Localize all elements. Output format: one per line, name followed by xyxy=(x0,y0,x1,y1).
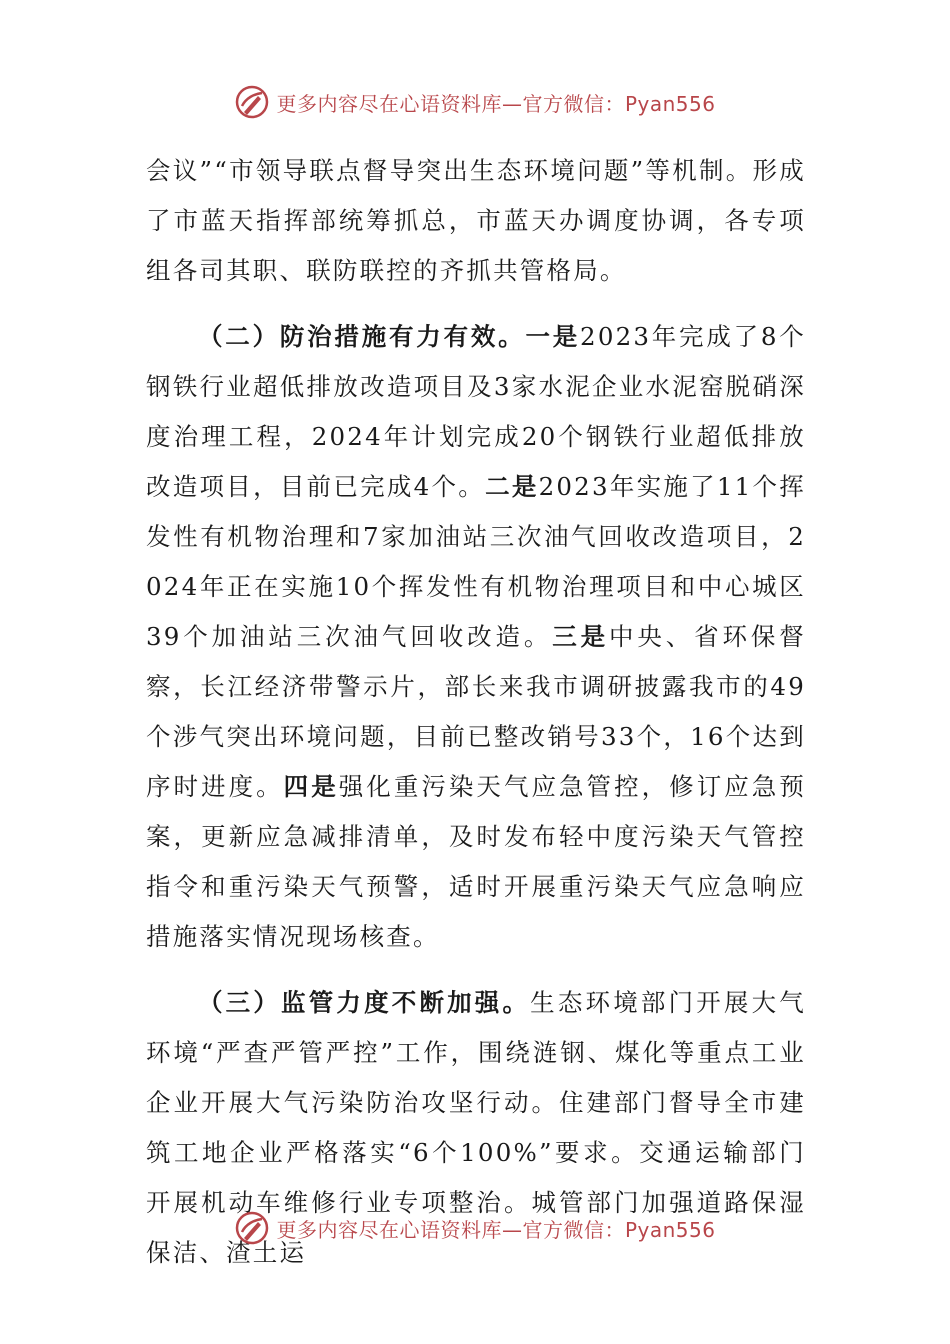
footer-banner xyxy=(0,1206,950,1250)
pen-logo-icon xyxy=(234,84,270,120)
header-banner xyxy=(0,80,950,124)
pen-logo-icon xyxy=(234,1210,270,1246)
paragraph-prevention-measures: （二）防治措施有力有效。一是2023年完成了8个钢铁行业超低排放改造项目及3家水泥企业水泥窑脱硝深度治理工程，2024年计划完成20个钢铁行业超低排放改造项目，目前已完成4个。二是2023年实施了11个挥发性有机物治理和7家加油站三次油气回收改造项目，2024年正在实施10个挥发性有机物治理项目和中心城区39个加油站三次油气回收改造。三是中央、省环保督察，长江经济带警示片，部长来我市调研披露我市的49个涉气突出环境问题，目前已整改销号33个，16个达到序时进度。四是强化重污染天气应急管控，修订应急预案，更新应急减排清单，及时发布轻中度污染天气管控指令和重污染天气预警，适时开展重污染天气应急响应措施落实情况现场核查。 xyxy=(146,322,807,951)
section-heading-3: （三）监管力度不断加强。 xyxy=(198,988,531,1017)
document-body xyxy=(146,146,806,1278)
footer-banner-text: 更多内容尽在心语资料库—官方微信：Pyan556 xyxy=(276,1217,716,1242)
header-banner-text: 更多内容尽在心语资料库—官方微信：Pyan556 xyxy=(276,91,716,116)
section-heading-2: （二）防治措施有力有效。 xyxy=(198,322,526,351)
paragraph-continuation: 会议”“市领导联点督导突出生态环境问题”等机制。形成了市蓝天指挥部统筹抓总，市蓝天办调度协调，各专项组各司其职、联防联控的齐抓共管格局。 xyxy=(146,156,806,285)
paragraph-supervision: （三）监管力度不断加强。生态环境部门开展大气环境“严查严管严控”工作，围绕涟钢、煤化等重点工业企业开展大气污染防治攻坚行动。住建部门督导全市建筑工地企业严格落实“6个100%”要求。交通运输部门开展机动车维修行业专项整治。城管部门加强道路保湿保洁、渣土运 xyxy=(146,988,806,1267)
